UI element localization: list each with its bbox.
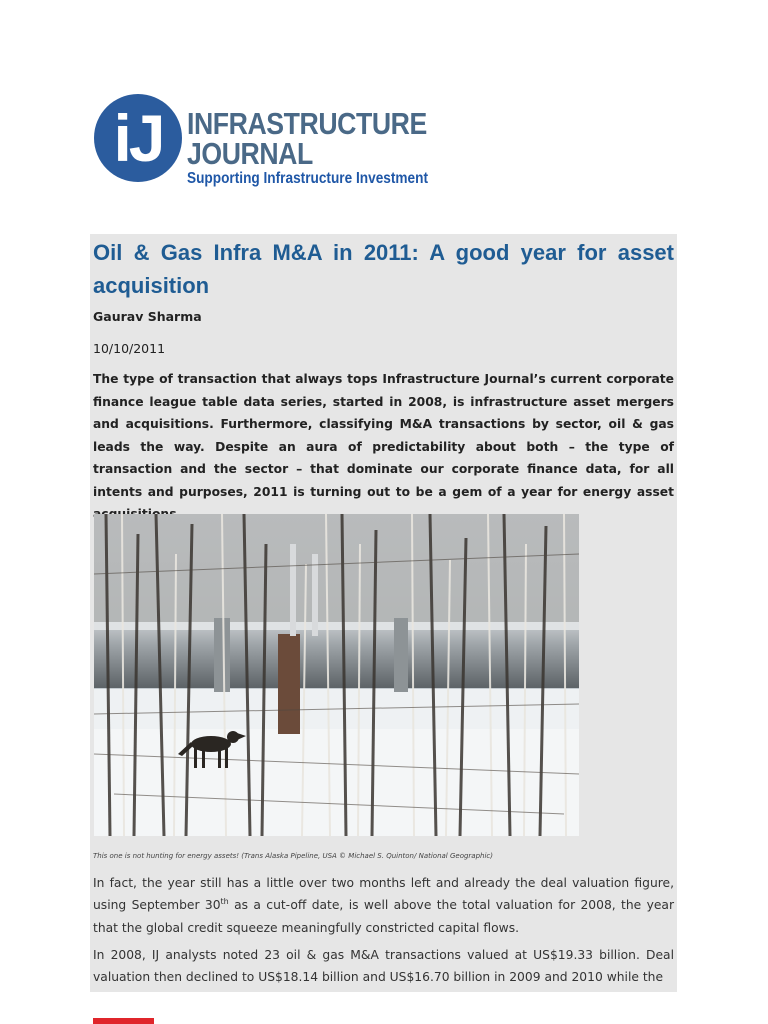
article-panel (90, 234, 677, 992)
article-lead: The type of transaction that always tops Infrastructure Journal’s current corporate finance league table data series, started in 2008, is infrastructure asset mergers and acquisitions. Furthermore, classifying M&A transactions by sector, oil & gas leads the way. Despite an aura of predictability about both – the type of transaction and the sector – that dominate our corporate finance data, for all intents and purposes, 2011 is turning out to be a gem of a year for energy asset (93, 372, 674, 499)
article-paragraph-1: In fact, the year still has a little over two months left and already the deal valuation figure, using September 30th as a cut-off date, is well above the total valuation for 2008, the year that the global credit squeeze meaningfully constricted capital flows. (93, 876, 674, 935)
pipeline-wolf-photo (94, 514, 579, 836)
logo-wordmark-line2: JOURNAL (187, 136, 313, 171)
article-photo (94, 514, 579, 836)
photo-caption: This one is not hunting for energy assets! (Trans Alaska Pipeline, USA © Michael S. Quinton/ National Geographic) (93, 852, 494, 860)
logo-tagline: Supporting Infrastructure Investment (187, 170, 429, 187)
logo-wordmark-line1: INFRASTRUCTURE (187, 106, 427, 141)
infrastructure-journal-logo (94, 94, 434, 194)
red-accent-bar (93, 1018, 154, 1024)
logo-mark-letters: iJ (113, 101, 163, 175)
article-paragraph-2: In 2008, IJ analysts noted 23 oil & gas M&A transactions valued at US$19.33 billion. Deal valuation then declined to US$18.14 billion and US$16.70 billion in 2009 and 2010 while the (93, 948, 674, 985)
article-title: Oil & Gas Infra M&A in 2011: A good year for asset acquisition (93, 240, 674, 298)
article-date: 10/10/2011 (93, 341, 166, 356)
article-author: Gaurav Sharma (93, 309, 202, 324)
